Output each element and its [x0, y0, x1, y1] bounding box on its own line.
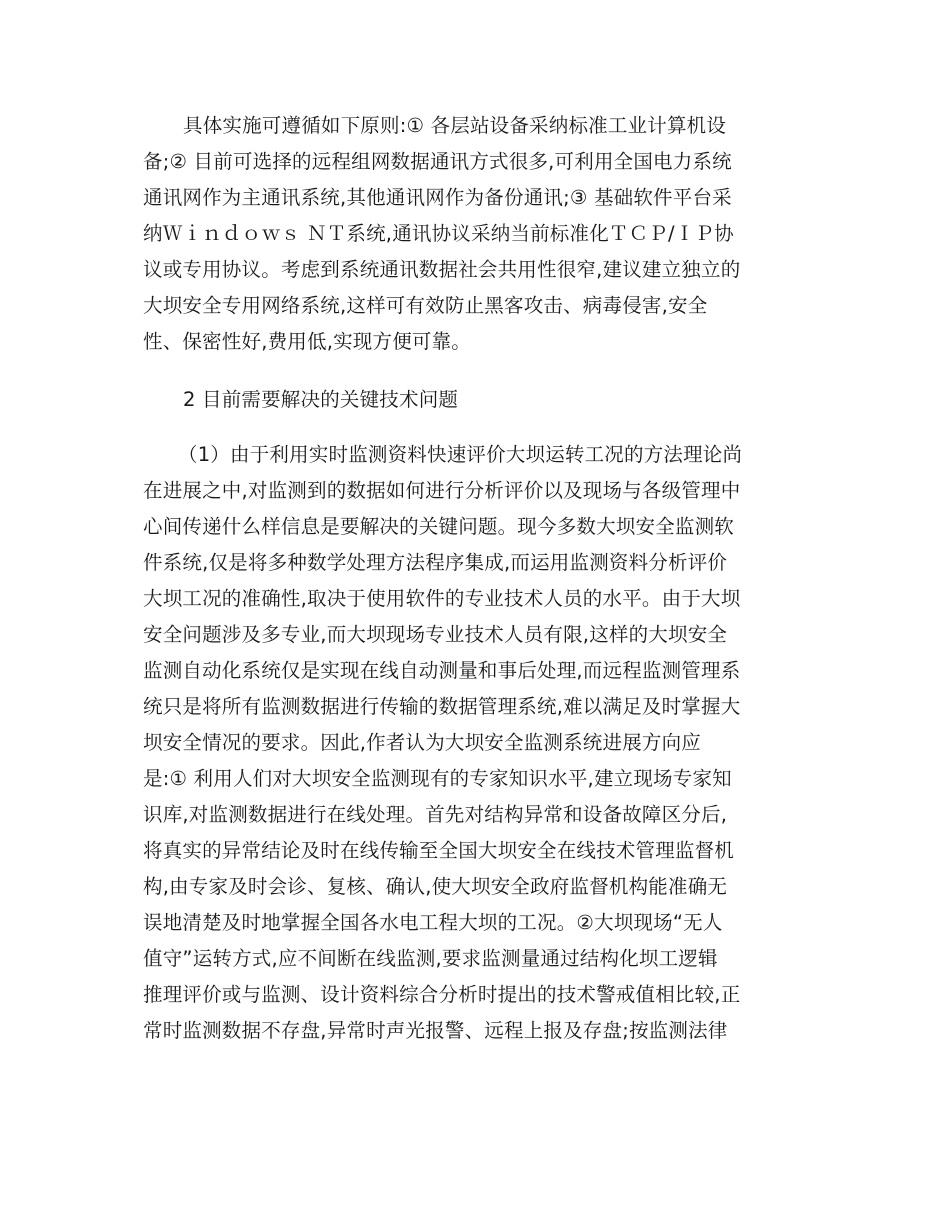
- paragraph-1-line-4: 纳Ｗｉｎｄｏｗｓ ＮＴ系统,通讯协议采纳当前标准化ＴＣＰ/ＩＰ协: [143, 222, 734, 245]
- paragraph-2-line-1: （1）由于利用实时监测资料快速评价大坝运转工况的方法理论尚: [178, 443, 743, 466]
- paragraph-2-line-6: 安全问题涉及多专业,而大坝现场专业技术人员有限,这样的大坝安全: [143, 623, 728, 646]
- paragraph-1-line-3: 通讯网作为主通讯系统,其他通讯网作为备份通讯;③ 基础软件平台采: [143, 186, 732, 209]
- paragraph-2-line-7: 监测自动化系统仅是实现在线自动测量和事后处理,而远程监测管理系: [143, 659, 741, 682]
- paragraph-2-line-9: 坝安全情况的要求。因此,作者认为大坝安全监测系统进展方向应: [143, 731, 701, 754]
- paragraph-1-line-7: 性、保密性好,费用低,实现方便可靠。: [143, 330, 471, 353]
- paragraph-2-line-12: 将真实的异常结论及时在线传输至全国大坝安全在线技术管理监督机: [143, 839, 735, 862]
- paragraph-2-line-5: 大坝工况的准确性,取决于使用软件的专业技术人员的水平。由于大坝: [143, 587, 741, 610]
- paragraph-2-line-15: 值守”运转方式,应不间断在线监测,要求监测量通过结构化坝工逻辑: [143, 947, 718, 970]
- paragraph-1-line-6: 大坝安全专用网络系统,这样可有效防止黑客攻击、病毒侵害,安全: [143, 294, 708, 317]
- paragraph-2-line-14: 误地清楚及时地掌握全国各水电工程大坝的工况。②大坝现场“无人: [143, 911, 723, 934]
- paragraph-2-line-2: 在进展之中,对监测到的数据如何进行分析评价以及现场与各级管理中: [143, 479, 741, 502]
- paragraph-1-line-5: 议或专用协议。考虑到系统通讯数据社会共用性很窄,建议建立独立的: [143, 258, 741, 281]
- paragraph-2-line-17: 常时监测数据不存盘,异常时声光报警、远程上报及存盘;按监测法律: [143, 1019, 728, 1042]
- paragraph-2-line-10: 是:① 利用人们对大坝安全监测现有的专家知识水平,建立现场专家知: [143, 767, 732, 790]
- paragraph-2-line-16: 推理评价或与监测、设计资料综合分析时提出的技术警戒值相比较,正: [143, 983, 741, 1006]
- paragraph-2-line-11: 识库,对监测数据进行在线处理。首先对结构异常和设备故障区分后,: [143, 803, 728, 826]
- paragraph-1-line-1: 具体实施可遵循如下原则:① 各层站设备采纳标准工业计算机设: [183, 114, 727, 137]
- section-heading: 2 目前需要解决的关键技术问题: [183, 388, 459, 411]
- paragraph-2-line-8: 统只是将所有监测数据进行传输的数据管理系统,难以满足及时掌握大: [143, 695, 741, 718]
- paragraph-2-line-4: 件系统,仅是将多种数学处理方法程序集成,而运用监测资料分析评价: [143, 551, 728, 574]
- paragraph-2-line-13: 构,由专家及时会诊、复核、确认,使大坝安全政府监督机构能准确无: [143, 875, 728, 898]
- paragraph-1-line-2: 备;② 目前可选择的远程组网数据通讯方式很多,可利用全国电力系统: [143, 150, 732, 173]
- paragraph-2-line-3: 心间传递什么样信息是要解决的关键问题。现今多数大坝安全监测软: [143, 515, 735, 538]
